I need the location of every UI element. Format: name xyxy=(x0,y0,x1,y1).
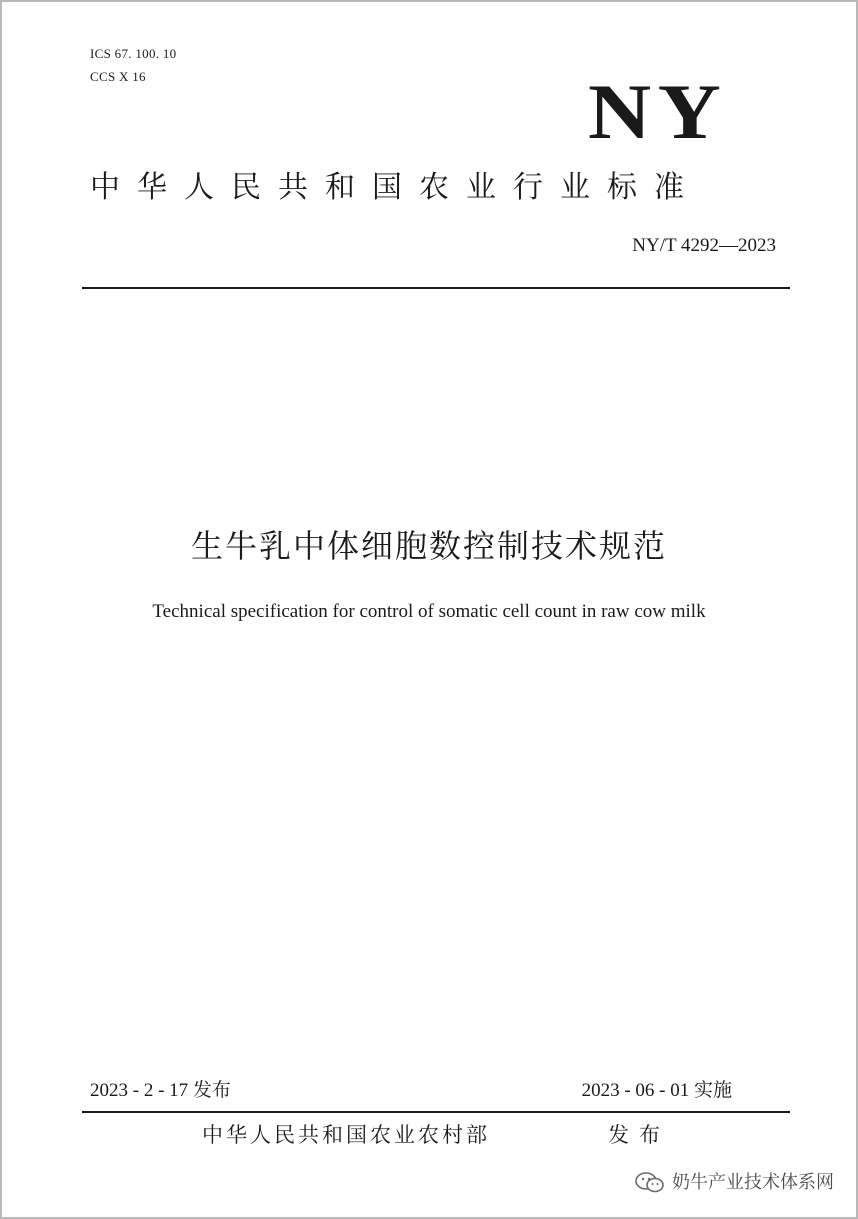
ics-code: ICS 67. 100. 10 xyxy=(90,46,177,61)
wechat-icon xyxy=(634,1170,666,1196)
standard-category-title: 中华人民共和国农业行业标准 xyxy=(90,170,701,205)
watermark-text: 奶牛产业技术体系网 xyxy=(672,1172,834,1193)
watermark xyxy=(634,1170,834,1196)
document-title-cn: 生牛乳中体细胞数控制技术规范 xyxy=(190,527,667,565)
issuing-authority: 中华人民共和国农业农村部 xyxy=(202,1123,490,1147)
top-divider xyxy=(82,287,790,289)
implementation-date: 2023 - 06 - 01 实施 xyxy=(581,1080,732,1101)
bottom-divider xyxy=(82,1111,790,1113)
ny-logo: NY xyxy=(588,68,728,155)
classification-codes xyxy=(90,42,176,88)
issue-date: 2023 - 2 - 17 发布 xyxy=(90,1080,231,1101)
publish-label: 发布 xyxy=(608,1123,670,1147)
ccs-code: CCS X 16 xyxy=(90,69,146,84)
document-title-en: Technical specification for control of somatic cell count in raw cow milk xyxy=(152,601,706,622)
standard-number: NY/T 4292—2023 xyxy=(632,235,776,256)
